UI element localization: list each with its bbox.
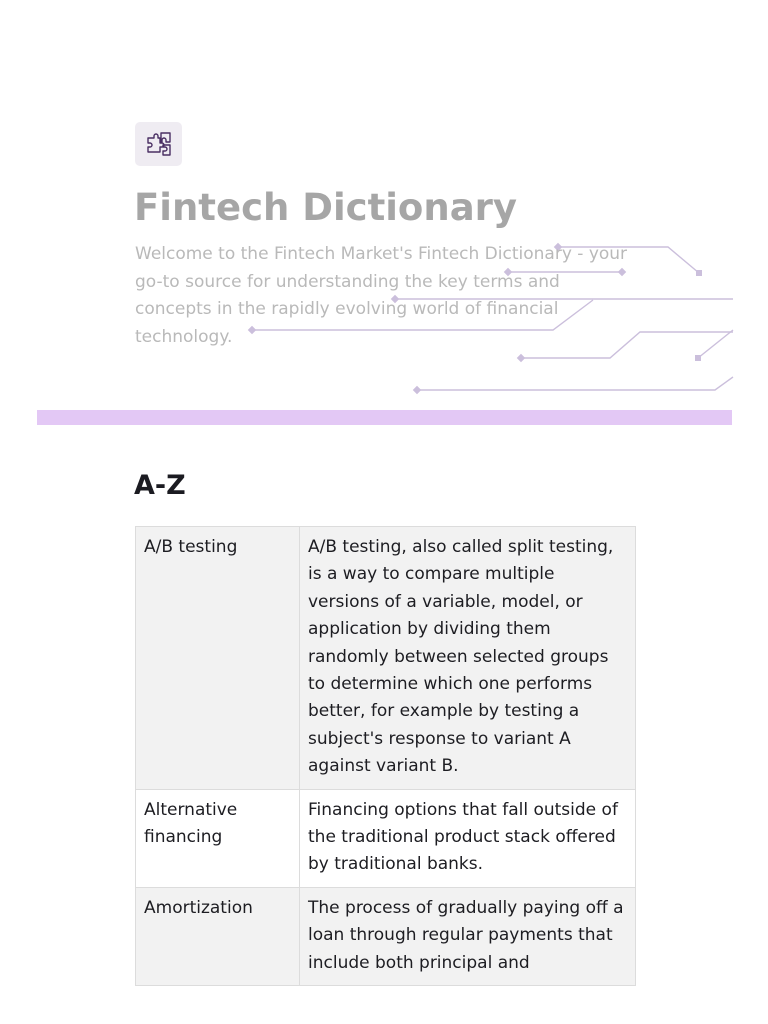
table-row: [136, 789, 636, 887]
table-row: [136, 527, 636, 790]
hero-section: [0, 0, 768, 426]
intro-paragraph: Welcome to the Fintech Market's Fintech Dictionary - your go-to source for understanding the key terms and concepts in the rapidly evolving world of financial technology.: [135, 244, 628, 347]
term-cell: A/B testing: [136, 527, 300, 790]
definition-cell: The process of gradually paying off a loan through regular payments that include both principal and: [300, 887, 636, 985]
glossary-table-container: [135, 526, 636, 989]
table-row: [136, 887, 636, 985]
term-cell: Alternative financing: [136, 789, 300, 887]
definition-cell: A/B testing, also called split testing, is a way to compare multiple versions of a variable, model, or application by dividing them randomly between selected groups to determine which one performs better, for example by testing a subject's response to variant A against variant B.: [300, 527, 636, 790]
section-heading: A-Z: [134, 470, 186, 501]
glossary-table: [135, 526, 636, 986]
accent-band: [37, 410, 732, 425]
term-cell: Amortization: [136, 887, 300, 985]
page-title: Fintech Dictionary: [134, 186, 518, 229]
definition-cell: Financing options that fall outside of the traditional product stack offered by traditional banks.: [300, 789, 636, 887]
logo-tile: [135, 122, 182, 166]
puzzle-icon: [144, 129, 174, 159]
